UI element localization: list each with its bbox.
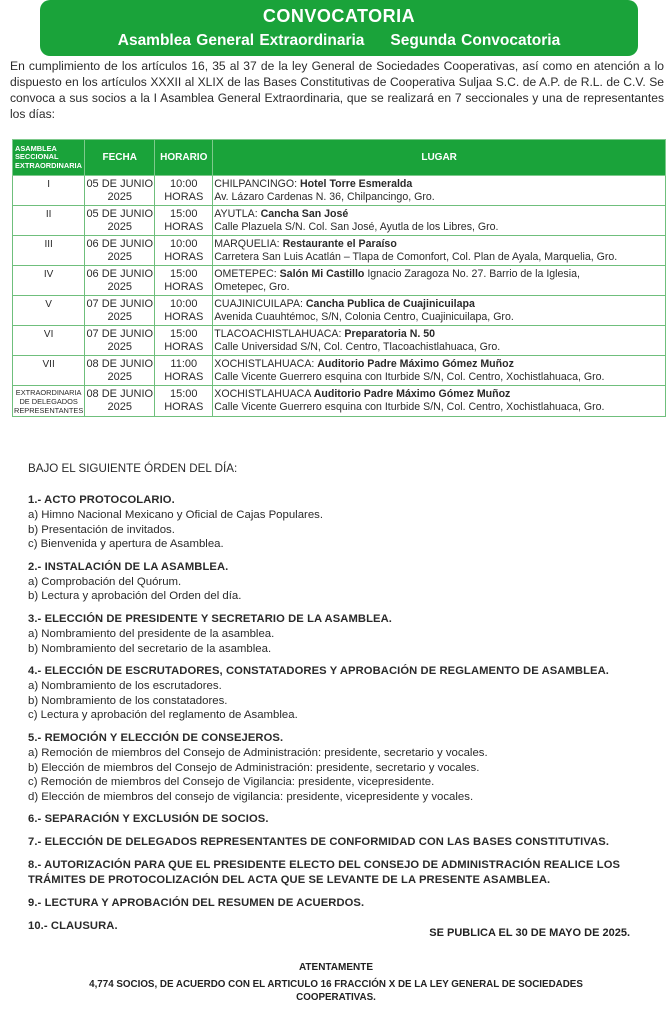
- venue-address: Av. Lázaro Cardenas N. 36, Chilpancingo, Gro.: [214, 191, 435, 203]
- agenda-item: [28, 560, 648, 604]
- cell-fecha: 07 DE JUNIO 2025: [85, 296, 155, 326]
- document-subtitle: [40, 30, 638, 52]
- agenda-item-title: 6.- SEPARACIÓN Y EXCLUSIÓN DE SOCIOS.: [28, 813, 269, 826]
- venue-line: [214, 388, 664, 401]
- venue-address: Calle Vicente Guerrero esquina con Iturbide S/N, Col. Centro, Xochistlahuaca, Gro.: [214, 401, 605, 413]
- venue-city: CHILPANCINGO:: [214, 178, 301, 190]
- cell-horario: 15:00 HORAS: [155, 266, 213, 296]
- agenda-subitem: d) Elección de miembros del consejo de vigilancia: presidente, vicepresidente y vocales.: [28, 790, 474, 803]
- table-row: [13, 206, 666, 236]
- agenda-item-title: 1.- ACTO PROTOCOLARIO.: [28, 494, 175, 506]
- venue-name: Cancha San José: [260, 208, 349, 220]
- cell-horario: 15:00 HORAS: [155, 326, 213, 356]
- agenda-item-title: 5.- REMOCIÓN Y ELECCIÓN DE CONSEJEROS.: [28, 731, 284, 744]
- cell-asamblea: III: [13, 236, 85, 266]
- schedule-table: [12, 139, 666, 417]
- agenda-item: [28, 493, 648, 552]
- intro-paragraph: En cumplimiento de los artículos 16, 35 al 37 de la ley General de Sociedades Cooperativas, así como en atención a lo dispuesto en los artículos XXXII al XLIX de las Bases Constitutivas de Cooperativa Suljaa S.C. de A.P. de R.L. de C.V. Se convoca a sus socios a la I Asamblea General Extraordinaria, que se realizará en 7 seccionales y una de representantes los días:: [10, 59, 664, 121]
- agenda-item-title: 8.- AUTORIZACIÓN PARA QUE EL PRESIDENTE ELECTO DEL CONSEJO DE ADMINISTRACIÓN REALICE LOS TRÁMITES DE PROTOCOLIZACIÓN DEL ACTA QUE SE LEVANTE DE LA PRESENTE ASAMBLEA.: [28, 859, 621, 887]
- cell-horario: 15:00 HORAS: [155, 206, 213, 236]
- agenda-subitem: b) Elección de miembros del Consejo de Administración: presidente, secretario y vocales.: [28, 761, 480, 774]
- table-row: [13, 176, 666, 206]
- table-row: [13, 386, 666, 417]
- venue-address: Ometepec, Gro.: [214, 281, 290, 293]
- table-row: [13, 326, 666, 356]
- agenda-item-title: 7.- ELECCIÓN DE DELEGADOS REPRESENTANTES DE CONFORMIDAD CON LAS BASES CONSTITUTIVAS.: [28, 836, 610, 849]
- agenda-item-title: 10.- CLAUSURA.: [28, 920, 118, 933]
- agenda-subitem: c) Lectura y aprobación del reglamento de Asamblea.: [28, 709, 298, 722]
- cell-asamblea: EXTRAORDINARIA DE DELEGADOS REPRESENTANTES: [13, 386, 85, 417]
- agenda-item: [28, 835, 648, 850]
- cell-horario: 15:00 HORAS: [155, 386, 213, 417]
- agenda-item-title: 2.- INSTALACIÓN DE LA ASAMBLEA.: [28, 560, 229, 573]
- venue-address: Calle Universidad S/N, Col. Centro, Tlacoachistlahuaca, Gro.: [214, 341, 501, 353]
- agenda-heading: BAJO EL SIGUIENTE ÓRDEN DEL DÍA:: [28, 462, 238, 475]
- header-horario: HORARIO: [155, 140, 213, 176]
- cell-horario: 10:00 HORAS: [155, 296, 213, 326]
- agenda-subitem: a) Remoción de miembros del Consejo de Administración: presidente, secretario y vocales.: [28, 746, 488, 759]
- cell-asamblea: VII: [13, 356, 85, 386]
- agenda-subitem: c) Bienvenida y apertura de Asamblea.: [28, 538, 224, 551]
- publication-date: SE PUBLICA EL 30 DE MAYO DE 2025.: [429, 927, 630, 939]
- cell-lugar: [213, 176, 666, 206]
- cell-horario: 10:00 HORAS: [155, 176, 213, 206]
- cell-fecha: 05 DE JUNIO 2025: [85, 176, 155, 206]
- table-row: [13, 356, 666, 386]
- venue-name: Restaurante el Paraíso: [282, 238, 397, 250]
- agenda-item: [28, 731, 648, 804]
- venue-name: Auditorio Padre Máximo Gómez Muñoz: [313, 388, 511, 400]
- cell-asamblea: I: [13, 176, 85, 206]
- cell-fecha: 06 DE JUNIO 2025: [85, 266, 155, 296]
- table-row: [13, 236, 666, 266]
- venue-name: Cancha Publica de Cuajinicuilapa: [305, 298, 475, 310]
- header-asamblea: ASAMBLEA SECCIONAL EXTRAORDINARIA: [13, 140, 85, 176]
- venue-name: Hotel Torre Esmeralda: [300, 178, 413, 190]
- agenda-section: [28, 462, 648, 942]
- agenda-item: [28, 812, 648, 827]
- table-row: [13, 296, 666, 326]
- venue-city: TLACOACHISTLAHUACA:: [214, 328, 345, 340]
- venue-line: [214, 298, 664, 311]
- venue-extra: Ignacio Zaragoza No. 27. Barrio de la Iglesia,: [364, 268, 580, 280]
- agenda-item: [28, 612, 648, 656]
- agenda-subitem: a) Nombramiento del presidente de la asamblea.: [28, 627, 275, 640]
- subtitle-convocation: Segunda Convocatoria: [390, 32, 561, 49]
- venue-address: Avenida Cuauhtémoc, S/N, Colonia Centro, Cuajinicuilapa, Gro.: [214, 311, 514, 323]
- cell-asamblea: VI: [13, 326, 85, 356]
- cell-horario: 10:00 HORAS: [155, 236, 213, 266]
- agenda-subitem: a) Himno Nacional Mexicano y Oficial de Cajas Populares.: [28, 509, 324, 521]
- cell-fecha: 07 DE JUNIO 2025: [85, 326, 155, 356]
- agenda-item: [28, 858, 648, 888]
- table-row: [13, 266, 666, 296]
- subtitle-assembly: Asamblea General Extraordinaria: [117, 32, 365, 49]
- venue-city: MARQUELIA:: [214, 238, 283, 250]
- agenda-subitem: c) Remoción de miembros del Consejo de Vigilancia: presidente, vicepresidente.: [28, 776, 435, 789]
- table-header-row: [13, 140, 666, 176]
- agenda-item: [28, 896, 648, 911]
- venue-city: AYUTLA:: [214, 208, 261, 220]
- cell-lugar: [213, 296, 666, 326]
- cell-horario: 11:00 HORAS: [155, 356, 213, 386]
- title-banner: [40, 0, 638, 56]
- cell-lugar: [213, 206, 666, 236]
- venue-name: Salón Mi Castillo: [279, 268, 365, 280]
- cell-asamblea: II: [13, 206, 85, 236]
- document-title: CONVOCATORIA: [262, 6, 416, 26]
- venue-address: Calle Plazuela S/N. Col. San José, Ayutla de los Libres, Gro.: [214, 221, 499, 233]
- agenda-subitem: a) Nombramiento de los escrutadores.: [28, 680, 222, 693]
- signature-block: 4,774 SOCIOS, DE ACUERDO CON EL ARTICULO 16 FRACCIÓN X DE LA LEY GENERAL DE SOCIEDADES COOPERATIVAS.: [89, 979, 583, 1003]
- venue-name: Auditorio Padre Máximo Gómez Muñoz: [317, 358, 514, 370]
- agenda-subitem: b) Nombramiento de los constatadores.: [28, 694, 228, 707]
- agenda-subitem: b) Presentación de invitados.: [28, 523, 175, 536]
- agenda-item-title: 4.- ELECCIÓN DE ESCRUTADORES, CONSTATADORES Y APROBACIÓN DE REGLAMENTO DE ASAMBLEA.: [28, 665, 609, 678]
- venue-address: Calle Vicente Guerrero esquina con Iturbide S/N, Col. Centro, Xochistlahuaca, Gro.: [214, 371, 605, 383]
- cell-lugar: [213, 236, 666, 266]
- venue-city: CUAJINICUILAPA:: [214, 298, 306, 310]
- cell-lugar: [213, 326, 666, 356]
- cell-fecha: 05 DE JUNIO 2025: [85, 206, 155, 236]
- closing-atentamente: ATENTAMENTE: [298, 962, 374, 973]
- cell-lugar: [213, 386, 666, 417]
- venue-line: [214, 178, 664, 191]
- venue-city: OMETEPEC:: [214, 268, 280, 280]
- cell-fecha: 06 DE JUNIO 2025: [85, 236, 155, 266]
- venue-line: [214, 238, 664, 251]
- header-lugar: LUGAR: [213, 140, 666, 176]
- venue-line: [214, 328, 664, 341]
- cell-asamblea: IV: [13, 266, 85, 296]
- agenda-subitem: b) Lectura y aprobación del Orden del día.: [28, 590, 242, 603]
- cell-fecha: 08 DE JUNIO 2025: [85, 386, 155, 417]
- agenda-item-title: 3.- ELECCIÓN DE PRESIDENTE Y SECRETARIO DE LA ASAMBLEA.: [28, 612, 392, 625]
- venue-city: XOCHISTLAHUACA:: [214, 358, 318, 370]
- venue-line: [214, 358, 664, 371]
- venue-name: Preparatoria N. 50: [344, 328, 436, 340]
- header-fecha: FECHA: [85, 140, 155, 176]
- cell-lugar: [213, 356, 666, 386]
- venue-line: [214, 208, 664, 221]
- cell-lugar: [213, 266, 666, 296]
- agenda-item: [28, 664, 648, 723]
- venue-city: XOCHISTLAHUACA: [214, 388, 314, 400]
- venue-address: Carretera San Luis Acatlán – Tlapa de Comonfort, Col. Plan de Ayala, Marquelia, Gro.: [214, 251, 618, 263]
- venue-line: [214, 268, 664, 281]
- cell-asamblea: V: [13, 296, 85, 326]
- agenda-subitem: b) Nombramiento del secretario de la asamblea.: [28, 642, 272, 655]
- agenda-item-title: 9.- LECTURA Y APROBACIÓN DEL RESUMEN DE ACUERDOS.: [28, 897, 365, 910]
- agenda-subitem: a) Comprobación del Quórum.: [28, 575, 182, 588]
- cell-fecha: 08 DE JUNIO 2025: [85, 356, 155, 386]
